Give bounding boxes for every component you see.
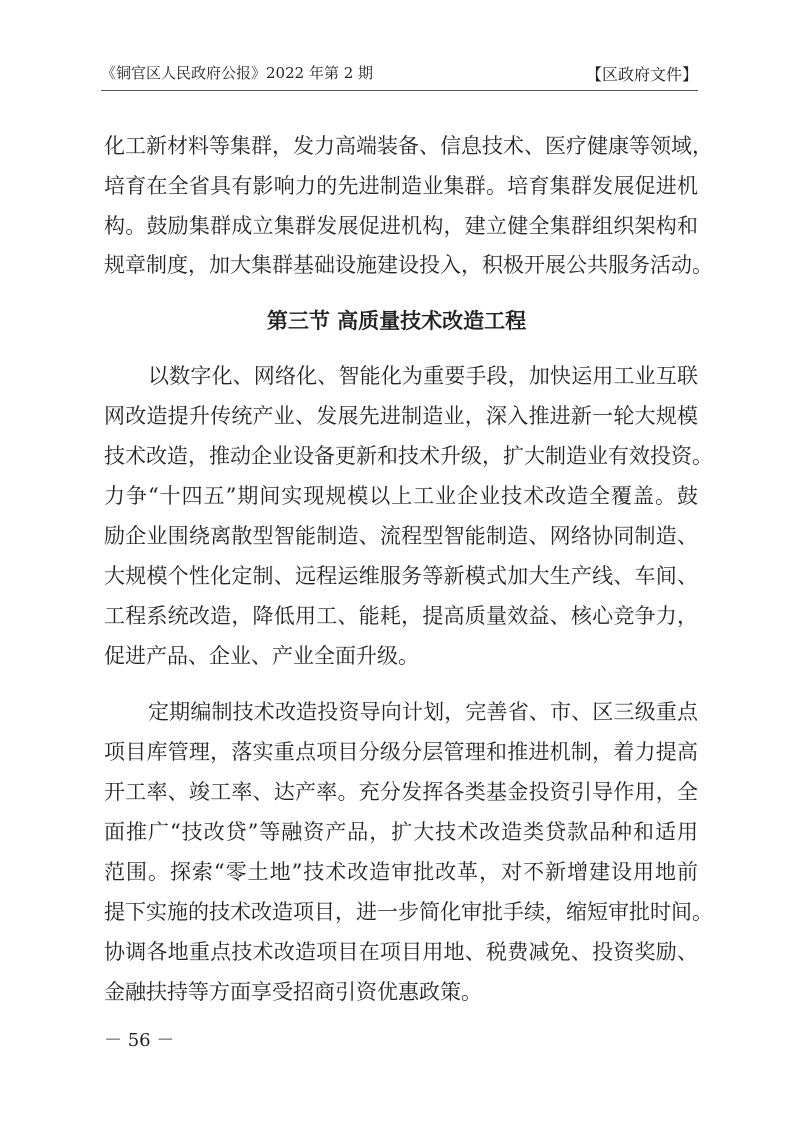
text-line: 网改造提升传统产业、发展先进制造业，深入推进新一轮大规模 (104, 404, 698, 428)
text-line: 工程系统改造，降低用工、能耗，提高质量效益、核心竞争力， (104, 604, 698, 628)
text-line: 定期编制技术改造投资导向计划，完善省、市、区三级重点 (148, 700, 698, 724)
section-heading: 第三节 高质量技术改造工程 (266, 309, 527, 333)
text-line: 力争“十四五”期间实现规模以上工业企业技术改造全覆盖。鼓 (104, 484, 698, 508)
text-line: 技术改造，推动企业设备更新和技术升级，扩大制造业有效投资。 (104, 444, 713, 468)
publication-title: 《铜官区人民政府公报》2022 年第 2 期 (101, 64, 374, 82)
text-line: 金融扶持等方面享受招商引资优惠政策。 (104, 980, 482, 1004)
running-header (101, 60, 698, 91)
text-line: 大规模个性化定制、远程运维服务等新模式加大生产线、车间、 (104, 564, 698, 588)
text-line: 规章制度，加大集群基础设施建设投入，积极开展公共服务活动。 (104, 253, 713, 277)
text-line: 构。鼓励集群成立集群发展促进机构，建立健全集群组织架构和 (104, 214, 698, 238)
text-line: 面推广“技改贷”等融资产品，扩大技术改造类贷款品种和适用 (104, 820, 698, 844)
text-line: 励企业围绕离散型智能制造、流程型智能制造、网络协同制造、 (104, 524, 698, 548)
section-label: 【区政府文件】 (585, 65, 698, 84)
text-line: 协调各地重点技术改造项目在项目用地、税费减免、投资奖励、 (104, 940, 698, 964)
text-line: 化工新材料等集群，发力高端装备、信息技术、医疗健康等领域， (104, 134, 713, 158)
text-line: 开工率、竣工率、达产率。充分发挥各类基金投资引导作用，全 (104, 780, 698, 804)
text-line: 提下实施的技术改造项目，进一步简化审批手续，缩短审批时间。 (104, 900, 713, 924)
text-line: 培育在全省具有影响力的先进制造业集群。培育集群发展促进机 (104, 174, 698, 198)
text-line: 项目库管理，落实重点项目分级分层管理和推进机制，着力提高 (104, 740, 698, 764)
page-number: － 56 － (104, 1030, 175, 1051)
text-line: 以数字化、网络化、智能化为重要手段，加快运用工业互联 (148, 364, 698, 388)
text-line: 范围。探索“零土地”技术改造审批改革，对不新增建设用地前 (104, 860, 698, 884)
text-line: 促进产品、企业、产业全面升级。 (104, 644, 419, 668)
